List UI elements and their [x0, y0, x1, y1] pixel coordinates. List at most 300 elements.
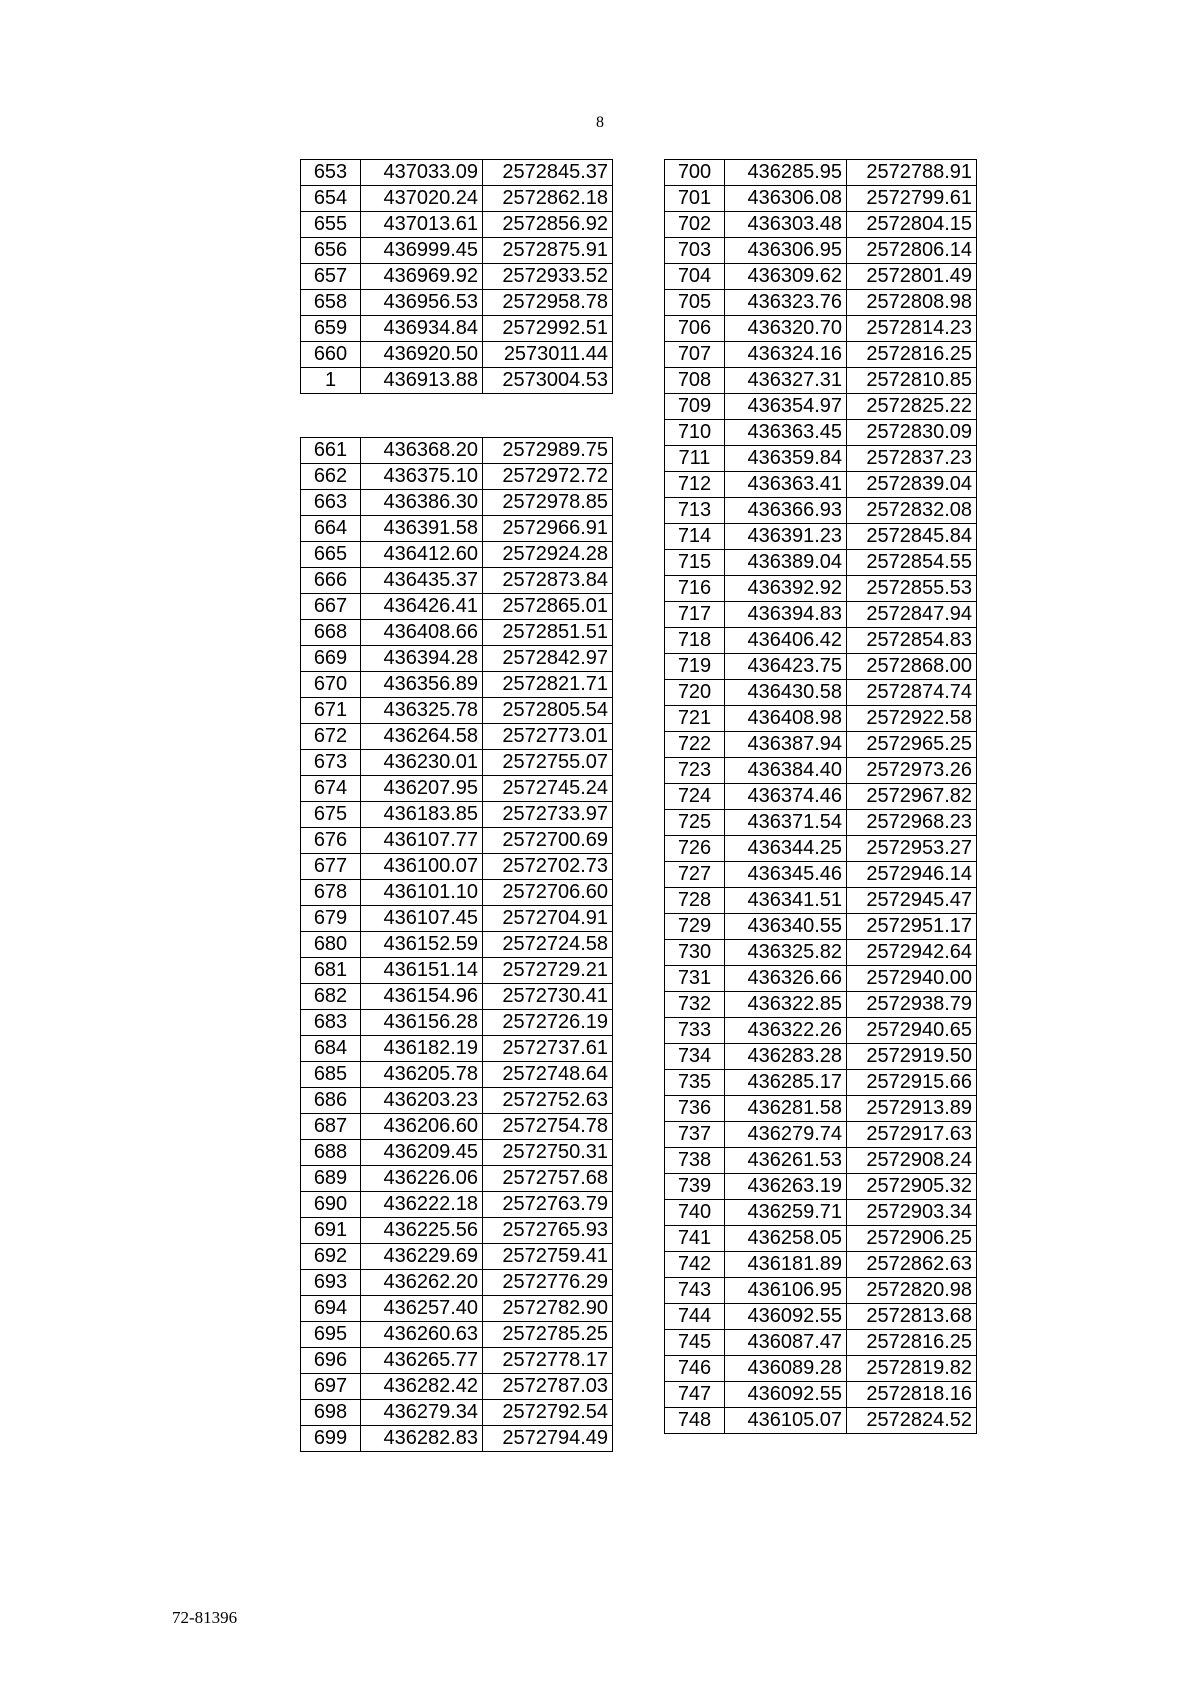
point-number-cell: 712: [665, 472, 725, 498]
table-row: [301, 698, 613, 724]
point-number-cell: 693: [301, 1270, 361, 1296]
y-coordinate-cell: 2572792.54: [483, 1400, 613, 1426]
point-number-cell: 711: [665, 446, 725, 472]
x-coordinate-cell: 436999.45: [361, 238, 483, 264]
y-coordinate-cell: 2572821.71: [483, 672, 613, 698]
table-row: [301, 238, 613, 264]
point-number-cell: 666: [301, 568, 361, 594]
table-row: [665, 914, 977, 940]
x-coordinate-cell: 436182.19: [361, 1036, 483, 1062]
x-coordinate-cell: 436265.77: [361, 1348, 483, 1374]
table-row: [301, 672, 613, 698]
coordinate-table-right: [664, 159, 977, 1434]
y-coordinate-cell: 2572778.17: [483, 1348, 613, 1374]
point-number-cell: 668: [301, 620, 361, 646]
y-coordinate-cell: 2572908.24: [847, 1148, 977, 1174]
point-number-cell: 724: [665, 784, 725, 810]
x-coordinate-cell: 436261.53: [725, 1148, 847, 1174]
table-row: [665, 732, 977, 758]
table-row: [665, 420, 977, 446]
table-row: [301, 880, 613, 906]
y-coordinate-cell: 2572873.84: [483, 568, 613, 594]
x-coordinate-cell: 436203.23: [361, 1088, 483, 1114]
table-row: [665, 524, 977, 550]
table-row: [301, 1322, 613, 1348]
point-number-cell: 710: [665, 420, 725, 446]
y-coordinate-cell: 2572704.91: [483, 906, 613, 932]
x-coordinate-cell: 436279.74: [725, 1122, 847, 1148]
point-number-cell: 727: [665, 862, 725, 888]
y-coordinate-cell: 2572946.14: [847, 862, 977, 888]
table-row: [301, 828, 613, 854]
y-coordinate-cell: 2572816.25: [847, 342, 977, 368]
x-coordinate-cell: 436089.28: [725, 1356, 847, 1382]
point-number-cell: 672: [301, 724, 361, 750]
y-coordinate-cell: 2572799.61: [847, 186, 977, 212]
y-coordinate-cell: 2572989.75: [483, 438, 613, 464]
y-coordinate-cell: 2572763.79: [483, 1192, 613, 1218]
x-coordinate-cell: 436320.70: [725, 316, 847, 342]
x-coordinate-cell: 436259.71: [725, 1200, 847, 1226]
point-number-cell: 680: [301, 932, 361, 958]
table-row: [301, 516, 613, 542]
x-coordinate-cell: 436394.28: [361, 646, 483, 672]
table-row: [665, 1096, 977, 1122]
y-coordinate-cell: 2572906.25: [847, 1226, 977, 1252]
y-coordinate-cell: 2572824.52: [847, 1408, 977, 1434]
y-coordinate-cell: 2572765.93: [483, 1218, 613, 1244]
point-number-cell: 673: [301, 750, 361, 776]
table-row: [665, 290, 977, 316]
table-row: [301, 958, 613, 984]
table-row: [301, 802, 613, 828]
x-coordinate-cell: 436325.82: [725, 940, 847, 966]
table-row: [301, 290, 613, 316]
table-row: [301, 542, 613, 568]
point-number-cell: 744: [665, 1304, 725, 1330]
point-number-cell: 655: [301, 212, 361, 238]
table-row: [665, 1304, 977, 1330]
point-number-cell: 662: [301, 464, 361, 490]
table-row: [665, 940, 977, 966]
table-row: [301, 906, 613, 932]
point-number-cell: 691: [301, 1218, 361, 1244]
table-row: [301, 464, 613, 490]
table-row: [665, 628, 977, 654]
y-coordinate-cell: 2572865.01: [483, 594, 613, 620]
table-row: [665, 992, 977, 1018]
table-row: [665, 1148, 977, 1174]
x-coordinate-cell: 436374.46: [725, 784, 847, 810]
y-coordinate-cell: 2572837.23: [847, 446, 977, 472]
x-coordinate-cell: 436181.89: [725, 1252, 847, 1278]
table-row: [665, 836, 977, 862]
y-coordinate-cell: 2572968.23: [847, 810, 977, 836]
x-coordinate-cell: 436087.47: [725, 1330, 847, 1356]
x-coordinate-cell: 436387.94: [725, 732, 847, 758]
point-number-cell: 713: [665, 498, 725, 524]
point-number-cell: 686: [301, 1088, 361, 1114]
y-coordinate-cell: 2572729.21: [483, 958, 613, 984]
point-number-cell: 732: [665, 992, 725, 1018]
point-number-cell: 705: [665, 290, 725, 316]
point-number-cell: 706: [665, 316, 725, 342]
table-row: [301, 1062, 613, 1088]
point-number-cell: 701: [665, 186, 725, 212]
point-number-cell: 736: [665, 1096, 725, 1122]
y-coordinate-cell: 2572700.69: [483, 828, 613, 854]
x-coordinate-cell: 436100.07: [361, 854, 483, 880]
x-coordinate-cell: 436154.96: [361, 984, 483, 1010]
y-coordinate-cell: 2572757.68: [483, 1166, 613, 1192]
table-row: [665, 550, 977, 576]
y-coordinate-cell: 2572839.04: [847, 472, 977, 498]
y-coordinate-cell: 2572842.97: [483, 646, 613, 672]
x-coordinate-cell: 436309.62: [725, 264, 847, 290]
x-coordinate-cell: 436920.50: [361, 342, 483, 368]
y-coordinate-cell: 2572924.28: [483, 542, 613, 568]
y-coordinate-cell: 2572966.91: [483, 516, 613, 542]
table-row: [301, 568, 613, 594]
y-coordinate-cell: 2572748.64: [483, 1062, 613, 1088]
x-coordinate-cell: 436956.53: [361, 290, 483, 316]
x-coordinate-cell: 436384.40: [725, 758, 847, 784]
y-coordinate-cell: 2572854.55: [847, 550, 977, 576]
x-coordinate-cell: 436340.55: [725, 914, 847, 940]
y-coordinate-cell: 2572754.78: [483, 1114, 613, 1140]
point-number-cell: 688: [301, 1140, 361, 1166]
table-row: [665, 316, 977, 342]
table-row: [301, 264, 613, 290]
point-number-cell: 679: [301, 906, 361, 932]
y-coordinate-cell: 2572785.25: [483, 1322, 613, 1348]
table-row: [301, 932, 613, 958]
x-coordinate-cell: 436105.07: [725, 1408, 847, 1434]
y-coordinate-cell: 2572788.91: [847, 160, 977, 186]
y-coordinate-cell: 2572915.66: [847, 1070, 977, 1096]
x-coordinate-cell: 437013.61: [361, 212, 483, 238]
point-number-cell: 699: [301, 1426, 361, 1452]
point-number-cell: 739: [665, 1174, 725, 1200]
table-row: [301, 1244, 613, 1270]
y-coordinate-cell: 2572938.79: [847, 992, 977, 1018]
table-row: [301, 368, 613, 394]
y-coordinate-cell: 2572750.31: [483, 1140, 613, 1166]
x-coordinate-cell: 436359.84: [725, 446, 847, 472]
x-coordinate-cell: 436264.58: [361, 724, 483, 750]
x-coordinate-cell: 436303.48: [725, 212, 847, 238]
point-number-cell: 737: [665, 1122, 725, 1148]
y-coordinate-cell: 2572773.01: [483, 724, 613, 750]
x-coordinate-cell: 436282.83: [361, 1426, 483, 1452]
point-number-cell: 654: [301, 186, 361, 212]
y-coordinate-cell: 2572782.90: [483, 1296, 613, 1322]
x-coordinate-cell: 436107.45: [361, 906, 483, 932]
y-coordinate-cell: 2572905.32: [847, 1174, 977, 1200]
x-coordinate-cell: 436156.28: [361, 1010, 483, 1036]
table-row: [665, 394, 977, 420]
point-number-cell: 722: [665, 732, 725, 758]
point-number-cell: 708: [665, 368, 725, 394]
point-number-cell: 717: [665, 602, 725, 628]
point-number-cell: 664: [301, 516, 361, 542]
table-row: [301, 1166, 613, 1192]
y-coordinate-cell: 2572832.08: [847, 498, 977, 524]
point-number-cell: 685: [301, 1062, 361, 1088]
coordinate-table-left-top: [300, 159, 613, 394]
point-number-cell: 719: [665, 654, 725, 680]
x-coordinate-cell: 436322.85: [725, 992, 847, 1018]
x-coordinate-cell: 436306.95: [725, 238, 847, 264]
x-coordinate-cell: 436406.42: [725, 628, 847, 654]
point-number-cell: 670: [301, 672, 361, 698]
table-row: [301, 438, 613, 464]
x-coordinate-cell: 437020.24: [361, 186, 483, 212]
y-coordinate-cell: 2572973.26: [847, 758, 977, 784]
x-coordinate-cell: 436394.83: [725, 602, 847, 628]
x-coordinate-cell: 436375.10: [361, 464, 483, 490]
table-row: [665, 212, 977, 238]
table-row: [301, 1296, 613, 1322]
footer-document-code: 72-81396: [172, 1608, 238, 1627]
table-row: [301, 646, 613, 672]
y-coordinate-cell: 2572978.85: [483, 490, 613, 516]
point-number-cell: 729: [665, 914, 725, 940]
point-number-cell: 745: [665, 1330, 725, 1356]
y-coordinate-cell: 2572759.41: [483, 1244, 613, 1270]
point-number-cell: 696: [301, 1348, 361, 1374]
x-coordinate-cell: 436356.89: [361, 672, 483, 698]
y-coordinate-cell: 2572752.63: [483, 1088, 613, 1114]
x-coordinate-cell: 436322.26: [725, 1018, 847, 1044]
table-row: [301, 160, 613, 186]
y-coordinate-cell: 2572816.25: [847, 1330, 977, 1356]
y-coordinate-cell: 2572847.94: [847, 602, 977, 628]
table-row: [665, 1200, 977, 1226]
x-coordinate-cell: 436412.60: [361, 542, 483, 568]
table-row: [665, 1174, 977, 1200]
table-row: [665, 706, 977, 732]
point-number-cell: 687: [301, 1114, 361, 1140]
y-coordinate-cell: 2572810.85: [847, 368, 977, 394]
x-coordinate-cell: 436326.66: [725, 966, 847, 992]
point-number-cell: 678: [301, 880, 361, 906]
x-coordinate-cell: 436392.92: [725, 576, 847, 602]
y-coordinate-cell: 2572706.60: [483, 880, 613, 906]
point-number-cell: 743: [665, 1278, 725, 1304]
table-row: [665, 966, 977, 992]
x-coordinate-cell: 436101.10: [361, 880, 483, 906]
y-coordinate-cell: 2572940.00: [847, 966, 977, 992]
x-coordinate-cell: 436285.95: [725, 160, 847, 186]
x-coordinate-cell: 436092.55: [725, 1304, 847, 1330]
y-coordinate-cell: 2572862.63: [847, 1252, 977, 1278]
x-coordinate-cell: 436344.25: [725, 836, 847, 862]
y-coordinate-cell: 2572875.91: [483, 238, 613, 264]
table-row: [665, 888, 977, 914]
point-number-cell: 671: [301, 698, 361, 724]
y-coordinate-cell: 2572851.51: [483, 620, 613, 646]
table-row: [665, 1044, 977, 1070]
table-row: [301, 1400, 613, 1426]
point-number-cell: 747: [665, 1382, 725, 1408]
x-coordinate-cell: 436325.78: [361, 698, 483, 724]
table-row: [665, 1070, 977, 1096]
x-coordinate-cell: 436282.42: [361, 1374, 483, 1400]
x-coordinate-cell: 436183.85: [361, 802, 483, 828]
table-row: [301, 1426, 613, 1452]
x-coordinate-cell: 436225.56: [361, 1218, 483, 1244]
table-row: [301, 620, 613, 646]
table-row: [665, 680, 977, 706]
y-coordinate-cell: 2572951.17: [847, 914, 977, 940]
table-row: [665, 1018, 977, 1044]
table-row: [665, 1382, 977, 1408]
point-number-cell: 740: [665, 1200, 725, 1226]
point-number-cell: 698: [301, 1400, 361, 1426]
table-row: [301, 750, 613, 776]
x-coordinate-cell: 436306.08: [725, 186, 847, 212]
table-row: [301, 490, 613, 516]
y-coordinate-cell: 2572965.25: [847, 732, 977, 758]
table-row: [301, 186, 613, 212]
point-number-cell: 733: [665, 1018, 725, 1044]
y-coordinate-cell: 2572922.58: [847, 706, 977, 732]
page-number: 8: [596, 114, 604, 131]
table-row: [665, 784, 977, 810]
point-number-cell: 676: [301, 828, 361, 854]
y-coordinate-cell: 2572845.37: [483, 160, 613, 186]
point-number-cell: 703: [665, 238, 725, 264]
x-coordinate-cell: 436229.69: [361, 1244, 483, 1270]
x-coordinate-cell: 436934.84: [361, 316, 483, 342]
x-coordinate-cell: 436430.58: [725, 680, 847, 706]
point-number-cell: 715: [665, 550, 725, 576]
table-row: [301, 1218, 613, 1244]
table-row: [301, 1088, 613, 1114]
point-number-cell: 718: [665, 628, 725, 654]
y-coordinate-cell: 2573004.53: [483, 368, 613, 394]
table-row: [301, 1374, 613, 1400]
point-number-cell: 734: [665, 1044, 725, 1070]
x-coordinate-cell: 436391.58: [361, 516, 483, 542]
y-coordinate-cell: 2572819.82: [847, 1356, 977, 1382]
point-number-cell: 695: [301, 1322, 361, 1348]
point-number-cell: 683: [301, 1010, 361, 1036]
x-coordinate-cell: 436206.60: [361, 1114, 483, 1140]
x-coordinate-cell: 436327.31: [725, 368, 847, 394]
point-number-cell: 707: [665, 342, 725, 368]
y-coordinate-cell: 2572818.16: [847, 1382, 977, 1408]
point-number-cell: 682: [301, 984, 361, 1010]
x-coordinate-cell: 436408.66: [361, 620, 483, 646]
y-coordinate-cell: 2572874.74: [847, 680, 977, 706]
x-coordinate-cell: 436363.45: [725, 420, 847, 446]
table-row: [665, 186, 977, 212]
point-number-cell: 653: [301, 160, 361, 186]
x-coordinate-cell: 436323.76: [725, 290, 847, 316]
x-coordinate-cell: 436209.45: [361, 1140, 483, 1166]
x-coordinate-cell: 436354.97: [725, 394, 847, 420]
y-coordinate-cell: 2572862.18: [483, 186, 613, 212]
point-number-cell: 716: [665, 576, 725, 602]
x-coordinate-cell: 436207.95: [361, 776, 483, 802]
x-coordinate-cell: 436226.06: [361, 1166, 483, 1192]
x-coordinate-cell: 436389.04: [725, 550, 847, 576]
point-number-cell: 742: [665, 1252, 725, 1278]
x-coordinate-cell: 436368.20: [361, 438, 483, 464]
x-coordinate-cell: 436281.58: [725, 1096, 847, 1122]
point-number-cell: 689: [301, 1166, 361, 1192]
x-coordinate-cell: 436152.59: [361, 932, 483, 958]
point-number-cell: 661: [301, 438, 361, 464]
point-number-cell: 692: [301, 1244, 361, 1270]
y-coordinate-cell: 2572845.84: [847, 524, 977, 550]
point-number-cell: 720: [665, 680, 725, 706]
point-number-cell: 700: [665, 160, 725, 186]
y-coordinate-cell: 2572801.49: [847, 264, 977, 290]
y-coordinate-cell: 2572868.00: [847, 654, 977, 680]
table-row: [665, 1330, 977, 1356]
point-number-cell: 702: [665, 212, 725, 238]
point-number-cell: 681: [301, 958, 361, 984]
y-coordinate-cell: 2572820.98: [847, 1278, 977, 1304]
table-row: [301, 1036, 613, 1062]
point-number-cell: 726: [665, 836, 725, 862]
x-coordinate-cell: 436285.17: [725, 1070, 847, 1096]
x-coordinate-cell: 436423.75: [725, 654, 847, 680]
x-coordinate-cell: 436263.19: [725, 1174, 847, 1200]
point-number-cell: 704: [665, 264, 725, 290]
x-coordinate-cell: 436230.01: [361, 750, 483, 776]
table-row: [665, 1252, 977, 1278]
point-number-cell: 741: [665, 1226, 725, 1252]
table-row: [665, 446, 977, 472]
table-row: [665, 1408, 977, 1434]
y-coordinate-cell: 2572945.47: [847, 888, 977, 914]
table-row: [301, 316, 613, 342]
x-coordinate-cell: 436260.63: [361, 1322, 483, 1348]
x-coordinate-cell: 436222.18: [361, 1192, 483, 1218]
x-coordinate-cell: 436262.20: [361, 1270, 483, 1296]
y-coordinate-cell: 2572737.61: [483, 1036, 613, 1062]
table-row: [301, 984, 613, 1010]
point-number-cell: 709: [665, 394, 725, 420]
table-row: [665, 1278, 977, 1304]
x-coordinate-cell: 436092.55: [725, 1382, 847, 1408]
x-coordinate-cell: 436151.14: [361, 958, 483, 984]
y-coordinate-cell: 2572745.24: [483, 776, 613, 802]
point-number-cell: 738: [665, 1148, 725, 1174]
coordinate-table-left-bottom: [300, 437, 613, 1452]
point-number-cell: 748: [665, 1408, 725, 1434]
table-row: [665, 1122, 977, 1148]
x-coordinate-cell: 436257.40: [361, 1296, 483, 1322]
table-row: [665, 368, 977, 394]
y-coordinate-cell: 2572808.98: [847, 290, 977, 316]
table-row: [301, 1348, 613, 1374]
x-coordinate-cell: 436391.23: [725, 524, 847, 550]
x-coordinate-cell: 436279.34: [361, 1400, 483, 1426]
x-coordinate-cell: 436386.30: [361, 490, 483, 516]
y-coordinate-cell: 2572755.07: [483, 750, 613, 776]
table-row: [301, 212, 613, 238]
point-number-cell: 746: [665, 1356, 725, 1382]
y-coordinate-cell: 2572855.53: [847, 576, 977, 602]
y-coordinate-cell: 2572917.63: [847, 1122, 977, 1148]
x-coordinate-cell: 436371.54: [725, 810, 847, 836]
y-coordinate-cell: 2572813.68: [847, 1304, 977, 1330]
